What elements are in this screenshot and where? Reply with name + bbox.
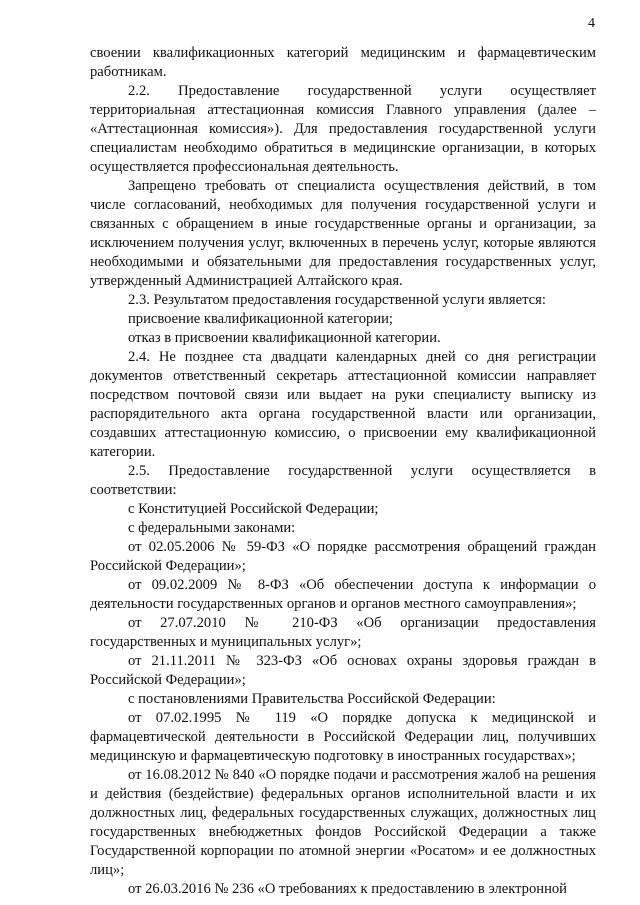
paragraph: от 21.11.2011 № 323-ФЗ «Об основах охраны здоровья граждан в Российской Федерации»; — [90, 653, 596, 688]
paragraph: от 09.02.2009 № 8-ФЗ «Об обеспечении доступа к информации о деятельности государственных органов и органов местного самоуправления»; — [90, 577, 596, 612]
document-body — [90, 44, 596, 899]
paragraph: Запрещено требовать от специалиста осуществления действий, в том числе согласований, необходимых для получения государственной услуги и связанных с обращением в иные государственные органы и организации, за исключением получения услуг, включенных в перечень услуг, которые являются необходимыми и обязательными для предоставления государственных услуг, утвержденный Администрацией Алтайского края. — [90, 178, 596, 289]
paragraph: с Конституцией Российской Федерации; — [128, 501, 379, 517]
paragraph: с постановлениями Правительства Российской Федерации: — [128, 691, 496, 707]
paragraph: 2.2. Предоставление государственной услуги осуществляет территориальная аттестационная комиссия Главного управления (далее – «Аттестационная комиссия»). Для предоставления государственной услуги специалистам необходимо обратиться в медицинские организации, в которых осуществляется профессиональная деятельность. — [90, 83, 596, 175]
paragraph: от 27.07.2010 № 210-ФЗ «Об организации предоставления государственных и муниципальных услуг»; — [90, 615, 596, 650]
paragraph: от 16.08.2012 № 840 «О порядке подачи и рассмотрения жалоб на решения и действия (бездействие) федеральных органов исполнительной власти и их должностных лиц, федеральных государственных служащих, должностных лиц государственных внебюджетных фондов Российской Федерации а также Государственной корпорации по атомной энергии «Росатом» и ее должностных лиц»; — [90, 767, 596, 878]
paragraph: с федеральными законами: — [128, 520, 296, 536]
paragraph: от 02.05.2006 № 59-ФЗ «О порядке рассмотрения обращений граждан Российской Федерации»; — [90, 539, 596, 574]
paragraph: 2.5. Предоставление государственной услуги осуществляется в соответствии: — [90, 463, 596, 498]
paragraph: от 26.03.2016 № 236 «О требованиях к предоставлению в электронной — [128, 881, 567, 897]
paragraph: 2.3. Результатом предоставления государственной услуги является: — [128, 292, 546, 308]
paragraph: 2.4. Не позднее ста двадцати календарных дней со дня регистрации документов ответственный секретарь аттестационной комиссии направляет посредством почтовой связи или выдает на руки специалисту выписку из распорядительного акта органа государственной власти или организации, создавших аттестационную комиссию, о присвоении ему квалификационной категории. — [90, 349, 596, 460]
page-number: 4 — [588, 16, 595, 31]
paragraph: присвоение квалификационной категории; — [128, 311, 393, 327]
paragraph: отказ в присвоении квалификационной категории. — [128, 330, 441, 346]
paragraph: от 07.02.1995 № 119 «О порядке допуска к медицинской и фармацевтической деятельности в Российской Федерации лиц, получивших медицинскую и фармацевтическую подготовку в иностранных государствах»; — [90, 710, 596, 764]
paragraph: своении квалификационных категорий медицинским и фармацевтическим работникам. — [90, 45, 596, 80]
